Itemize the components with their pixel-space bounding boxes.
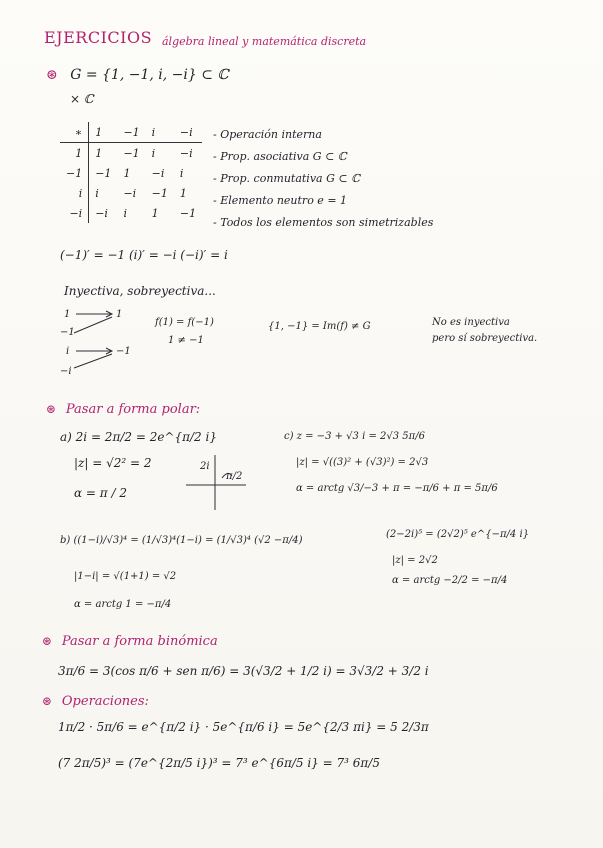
page-subtitle: álgebra lineal y matemática discreta bbox=[162, 35, 367, 48]
problem3-heading-row bbox=[42, 634, 218, 649]
problem4-heading: Operaciones: bbox=[61, 694, 149, 709]
image-line: {1, −1} = Im(f) ≠ G bbox=[268, 321, 371, 332]
table-cell: i bbox=[123, 206, 127, 220]
problem4-line2: (7 2π/5)³ = (7e^{2π/5 i})³ = 7³ e^{6π/5 i} = 7³ 6π/5 bbox=[58, 756, 380, 770]
map-right-1: 1 bbox=[116, 309, 123, 320]
plot-angle-label: π/2 bbox=[226, 471, 243, 482]
problem2-mark: ⊛ bbox=[46, 402, 57, 416]
table-header-cell: −1 bbox=[117, 122, 145, 143]
problem3-heading: Pasar a forma binómica bbox=[61, 634, 218, 649]
arrow-line bbox=[74, 317, 112, 333]
part-a-line2: |z| = √2² = 2 bbox=[74, 456, 152, 470]
problem4-line1: 1π/2 · 5π/6 = e^{π/2 i} · 5e^{π/6 i} = 5e^{2/3 πi} = 5 2/3π bbox=[58, 720, 429, 734]
injective-heading: Inyectiva, sobreyectiva... bbox=[64, 284, 216, 298]
inverses-line: (−1)′ = −1 (i)′ = −i (−i)′ = i bbox=[60, 248, 228, 262]
table-cell: −1 bbox=[179, 206, 197, 220]
table-cell: 1 bbox=[179, 186, 187, 200]
part-d-line1: (2−2i)⁵ = (2√2)⁵ e^{−π/4 i} bbox=[386, 529, 530, 540]
table-cell: 1 bbox=[123, 166, 131, 180]
table-cell: i bbox=[179, 166, 184, 180]
part-b-line2: |1−i| = √(1+1) = √2 bbox=[74, 571, 177, 582]
map-left-1: 1 bbox=[64, 309, 71, 320]
problem3-mark: ⊛ bbox=[42, 634, 53, 648]
table-cell: 1 bbox=[95, 146, 103, 160]
part-a-line1: a) 2i = 2π/2 = 2e^{π/2 i} bbox=[60, 430, 217, 444]
map-right-minus1: −1 bbox=[116, 346, 131, 357]
problem1-mark: ⊛ bbox=[46, 67, 58, 83]
problem1-operation: × ℂ bbox=[70, 92, 94, 106]
table-header-cell: −i bbox=[174, 122, 202, 143]
table-cell: 1 bbox=[60, 143, 89, 164]
table-cell: i bbox=[60, 183, 89, 203]
map-left-i: i bbox=[66, 346, 70, 357]
part-a-line3: α = π / 2 bbox=[74, 486, 127, 500]
part-b-line3: α = arctg 1 = −π/4 bbox=[74, 599, 172, 610]
table-cell: −i bbox=[95, 206, 108, 220]
table-cell: −i bbox=[123, 186, 137, 200]
table-cell: −i bbox=[151, 166, 165, 180]
f-equal: f(1) = f(−1) bbox=[155, 317, 214, 328]
part-c-line1: c) z = −3 + √3 i = 2√3 5π/6 bbox=[284, 431, 425, 442]
conclusion-2: pero sí sobreyectiva. bbox=[432, 333, 538, 344]
problem2-heading: Pasar a forma polar: bbox=[65, 402, 201, 417]
problem4-heading-row bbox=[42, 694, 149, 709]
part-b-line1: b) ((1−i)/√3)⁴ = (1/√3)⁴(1−i) = (1/√3)⁴ (√2 −π/4) bbox=[60, 535, 303, 546]
property-item: - Todos los elementos son simetrizables bbox=[213, 216, 434, 229]
page-title: EJERCICIOS bbox=[44, 28, 153, 47]
table-cell: −i bbox=[60, 203, 89, 223]
problem4-mark: ⊛ bbox=[42, 694, 53, 708]
problem1-statement: G = {1, −1, i, −i} ⊂ ℂ bbox=[70, 67, 229, 83]
plot-point-label: 2i bbox=[200, 461, 210, 472]
table-cell: −1 bbox=[151, 186, 168, 200]
f-not-equal: 1 ≠ −1 bbox=[168, 335, 204, 346]
problem3-line: 3π/6 = 3(cos π/6 + sen π/6) = 3(√3/2 + 1/2 i) = 3√3/2 + 3/2 i bbox=[58, 664, 429, 678]
table-cell: i bbox=[95, 186, 99, 200]
part-d-line3: α = arctg −2/2 = −π/4 bbox=[392, 575, 508, 586]
problem2-heading-row bbox=[46, 402, 200, 417]
table-cell: −1 bbox=[95, 166, 112, 180]
property-item: - Prop. asociativa G ⊂ ℂ bbox=[213, 150, 347, 163]
property-item: - Operación interna bbox=[213, 128, 322, 141]
arrow-line bbox=[74, 354, 112, 368]
part-c-line3: α = arctg √3/−3 + π = −π/6 + π = 5π/6 bbox=[296, 483, 498, 494]
part-c-line2: |z| = √((3)² + (√3)²) = 2√3 bbox=[296, 457, 429, 468]
property-item: - Elemento neutro e = 1 bbox=[213, 194, 348, 207]
table-cell: −1 bbox=[123, 146, 140, 160]
table-cell: i bbox=[151, 146, 156, 160]
table-header-cell: ∗ bbox=[60, 122, 89, 143]
map-left-minus1: −1 bbox=[60, 327, 75, 338]
table-header-cell: 1 bbox=[89, 122, 118, 143]
part-d-line2: |z| = 2√2 bbox=[392, 555, 438, 566]
conclusion-1: No es inyectiva bbox=[432, 317, 510, 328]
map-left-minus-i: −i bbox=[60, 366, 72, 377]
table-header-cell: i bbox=[146, 122, 174, 143]
table-cell: −i bbox=[179, 146, 193, 160]
property-item: - Prop. conmutativa G ⊂ ℂ bbox=[213, 172, 360, 185]
table-cell: 1 bbox=[151, 206, 159, 220]
table-cell: −1 bbox=[60, 163, 89, 183]
